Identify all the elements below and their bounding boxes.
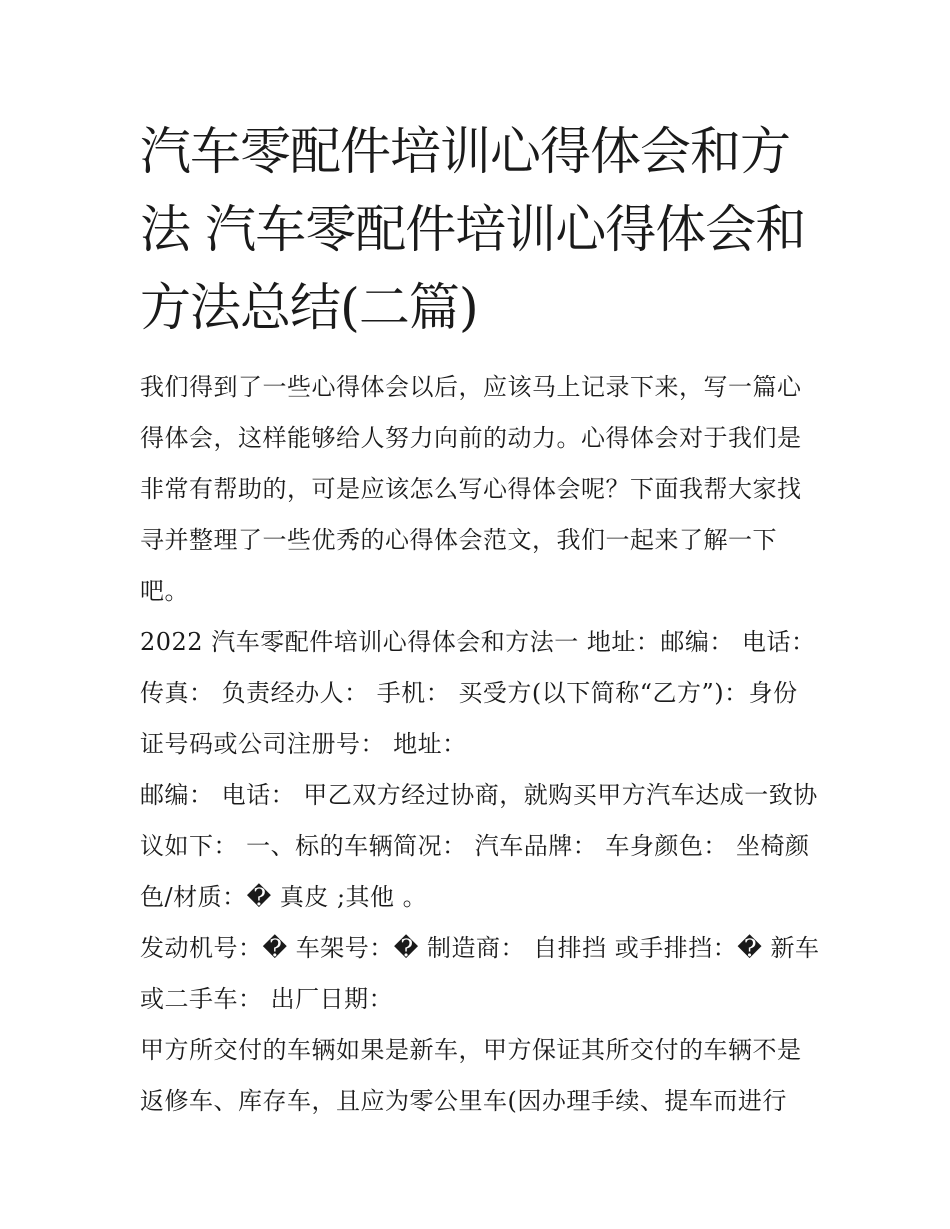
paragraph-vehicle-details: 发动机号：� 车架号：� 制造商： 自排挡 或手排挡：� 新车 或二手车： 出厂日期： (140, 934, 820, 1013)
paragraph-agreement: 邮编： 电话： 甲乙双方经过协商，就购买甲方汽车达成一致协议如下： 一、标的车辆简况： 汽车品牌： 车身颜色： 坐椅颜色/材质：� 真皮 ;其他 。 (140, 781, 818, 911)
paragraph-delivery-terms: 甲方所交付的车辆如果是新车，甲方保证其所交付的车辆不是返修车、库存车，且应为零公里车(因办理手续、提车而进行 (140, 1036, 802, 1115)
paragraph-intro: 我们得到了一些心得体会以后，应该马上记录下来，写一篇心得体会，这样能够给人努力向前的动力。心得体会对于我们是非常有帮助的，可是应该怎么写心得体会呢？下面我帮大家找寻并整理了一些优秀的心得体会范文，我们一起来了解一下吧。 (140, 373, 802, 605)
document-title: 汽车零配件培训心得体会和方法 汽车零配件培训心得体会和方法总结(二篇) (140, 123, 806, 338)
paragraph-contract-header: 2022 汽车零配件培训心得体会和方法一 地址：邮编： 电话：传真： 负责经办人： 手机： 买受方(以下简称“乙方”)：身份证号码或公司注册号： 地址： (140, 628, 816, 758)
document-body (140, 114, 820, 1127)
